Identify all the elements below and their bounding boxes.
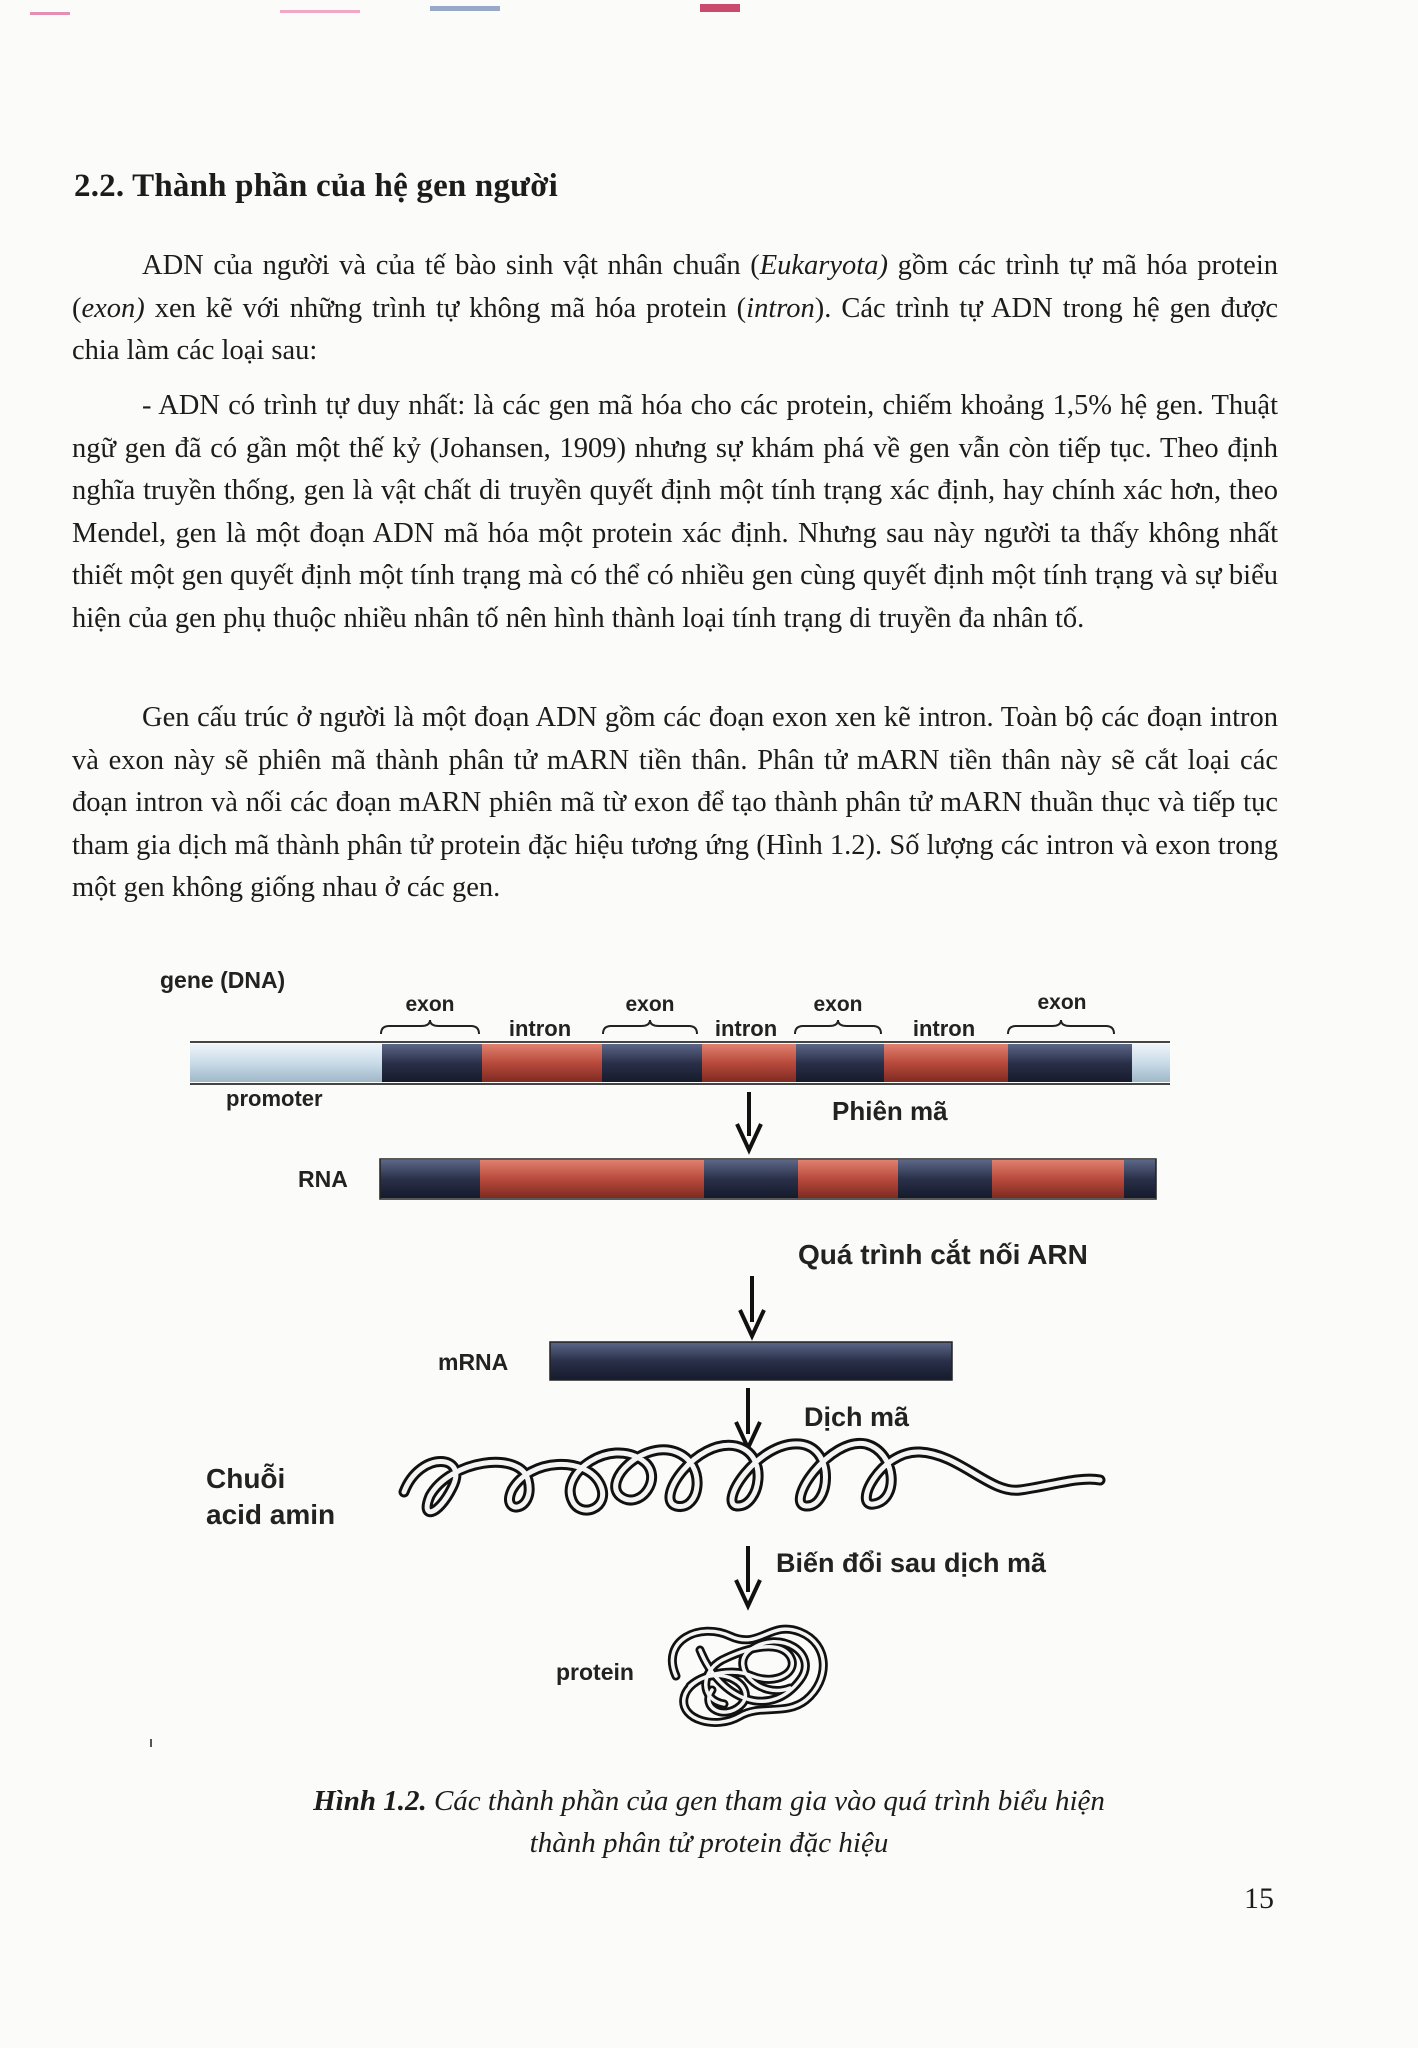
step-splicing-label: Quá trình cắt nối ARN (798, 1239, 1088, 1270)
dna-exon-4 (1008, 1044, 1132, 1082)
rna-exon-1 (380, 1160, 480, 1198)
paragraph-unique-dna (72, 385, 1278, 640)
rna-exon-3 (898, 1160, 992, 1198)
arrow-transcription (737, 1092, 761, 1150)
rna-exon-2 (704, 1160, 804, 1198)
exon-label-2: exon (625, 993, 675, 1016)
figure-caption (0, 1780, 1418, 1864)
page-number: 15 (1244, 1882, 1274, 1915)
rna-intron-2 (798, 1160, 898, 1198)
intro-text-1: ADN của người và của tế bào sinh vật nhân chuẩn ( (142, 250, 760, 281)
dna-exon-1 (382, 1044, 482, 1082)
gene-expression-diagram (0, 960, 1418, 1800)
exon-label-1: exon (405, 993, 455, 1016)
intron-label-2: intron (714, 1016, 778, 1041)
paragraph-structural-gene (72, 697, 1278, 910)
exon-label-3: exon (813, 993, 863, 1016)
paragraph-unique-dna-text: - ADN có trình tự duy nhất: là các gen mã hóa cho các protein, chiếm khoảng 1,5% hệ gen. Thuật ngữ gen đã có gần một thế kỷ (Johansen, 1909) nhưng sự khám phá về gen vẫn còn tiếp tục. Theo định nghĩa truyền thống, gen là vật chất di truyền quyết định một tính trạng xác định, hay chính xác hơn, theo Mendel, gen là một đoạn ADN mã hóa một protein xác định. Nhưng sau này người ta thấy không nhất thiết một gen quyết định một tính trạng mà có thể có nhiều gen cùng quyết định một tính trạng và sự biểu hiện của gen phụ thuộc nhiều nhân tố nên hình thành loại tính trạng di truyền đa nhân tố. (72, 390, 1278, 634)
arrow-modification (736, 1546, 760, 1606)
intro-text-2: gồm các trình tự mã hóa protein ( (72, 250, 1278, 324)
rna-exon-4 (1124, 1160, 1156, 1198)
paragraph-intro (72, 245, 1278, 373)
protein-label: protein (556, 1659, 634, 1685)
step-translation-label: Dịch mã (804, 1402, 910, 1432)
exon-label-4: exon (1037, 991, 1087, 1014)
amino-acid-chain (404, 1443, 1100, 1511)
intro-term-exon: exon) (81, 292, 145, 324)
scan-artifacts (0, 0, 1418, 20)
caption-text-1: Các thành phần của gen tham gia vào quá trình biểu hiện (426, 1785, 1105, 1817)
promoter-region (190, 1044, 382, 1082)
rna-bar (380, 1159, 1156, 1199)
dna-bar (190, 1042, 1170, 1084)
gene-dna-label: gene (DNA) (160, 967, 286, 993)
dna-intron-3 (884, 1044, 1008, 1082)
folded-protein (672, 1629, 823, 1722)
arrow-translation (736, 1388, 760, 1448)
rna-intron-3 (992, 1160, 1124, 1198)
scan-mark (150, 1739, 152, 1747)
chain-label-line1: Chuỗi (206, 1463, 286, 1494)
intro-term-intron: intron (746, 292, 815, 324)
caption-line-1 (0, 1780, 1418, 1822)
step-modification-label: Biến đổi sau dịch mã (776, 1548, 1047, 1578)
figure-gene-expression (0, 960, 1418, 1800)
step-transcription-label: Phiên mã (832, 1096, 948, 1126)
intron-label-1: intron (508, 1016, 572, 1041)
intron-label-3: intron (912, 1016, 976, 1041)
arrow-splicing (740, 1276, 764, 1336)
intro-term-eukaryota: Eukaryota) (759, 250, 888, 281)
mrna-bar (550, 1342, 952, 1380)
caption-line-2: thành phân tử protein đặc hiệu (529, 1827, 889, 1859)
promoter-label: promoter (226, 1086, 323, 1111)
dna-exon-3 (796, 1044, 884, 1082)
dna-tail-region (1132, 1044, 1170, 1082)
dna-intron-2 (702, 1044, 796, 1082)
dna-intron-1 (482, 1044, 602, 1082)
chain-label-line2: acid amin (206, 1499, 336, 1530)
dna-exon-2 (602, 1044, 702, 1082)
section-heading: 2.2. Thành phần của hệ gen người (74, 168, 559, 204)
paragraph-structural-gene-text: Gen cấu trúc ở người là một đoạn ADN gồm các đoạn exon xen kẽ intron. Toàn bộ các đoạn intron và exon này sẽ phiên mã thành phân tử mARN tiền thân. Phân tử mARN tiền thân này sẽ cắt loại các đoạn intron và nối các đoạn mARN phiên mã từ exon để tạo thành phân tử mARN thuần thục và tiếp tục tham gia dịch mã thành phân tử protein đặc hiệu tương ứng (Hình 1.2). Số lượng các intron và exon trong một gen không giống nhau ở các gen. (72, 702, 1278, 903)
caption-label: Hình 1.2. (313, 1785, 427, 1817)
intro-text-3: xen kẽ với những trình tự không mã hóa protein ( (144, 292, 747, 324)
mrna-label: mRNA (438, 1349, 509, 1375)
rna-label: RNA (298, 1166, 348, 1192)
rna-intron-1 (480, 1160, 704, 1198)
intro-text-4: ). Các trình tự ADN trong hệ gen được chia làm các loại sau: (72, 292, 1278, 366)
